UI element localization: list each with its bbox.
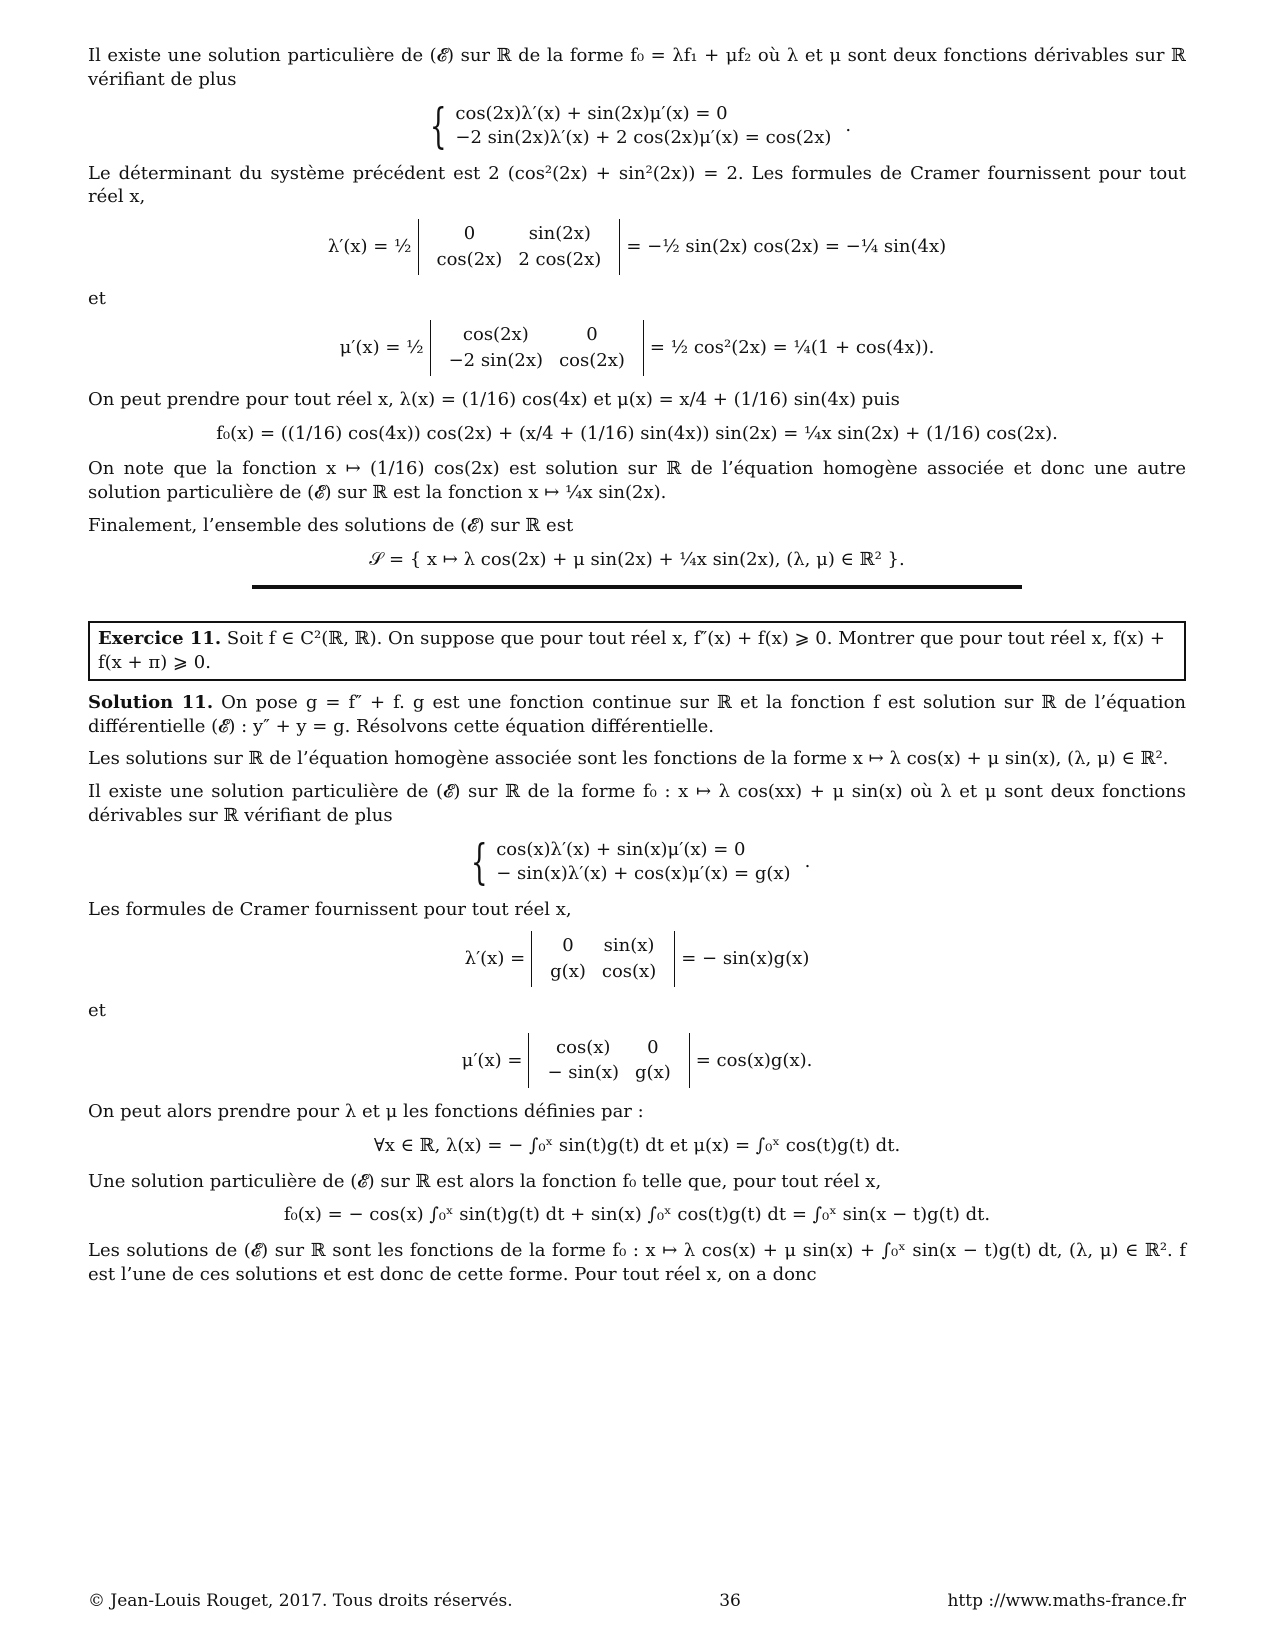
system-trailing-dot: . bbox=[804, 850, 811, 872]
paragraph: Les solutions de (𝓔) sur ℝ sont les fonctions de la forme f₀ : x ↦ λ cos(x) + μ sin(x) + ∫₀ˣ sin(x − t)g(t) dt, (λ, μ) ∈ ℝ². f est l’une de ces solutions et est donc de cette forme. Pour tout réel x, on a donc bbox=[88, 1240, 1186, 1285]
equation-rhs: = − sin(x)g(x) bbox=[681, 948, 810, 969]
matrix-cell: −2 sin(2x) bbox=[448, 350, 544, 371]
section-divider bbox=[252, 585, 1022, 589]
matrix-cell: 0 bbox=[586, 324, 598, 346]
matrix-cell: 0 bbox=[647, 1036, 659, 1058]
matrix-cell: cos(x) bbox=[556, 1036, 611, 1058]
solution-text: On pose g = f″ + f. g est une fonction continue sur ℝ et la fonction f est solution sur ℝ de l’équation différentielle (𝓔) : y″ + y = g. Résolvons cette équation différentielle. bbox=[88, 691, 1186, 737]
matrix-cell: − sin(x) bbox=[547, 1062, 620, 1084]
exercise-label: Exercice 11. bbox=[98, 628, 222, 650]
brace-symbol: { bbox=[470, 833, 488, 890]
paragraph: et bbox=[88, 999, 106, 1021]
paragraph: On note que la fonction x ↦ (1/16) cos(2x) est solution sur ℝ de l’équation homogène associée et donc une autre solution particulière de (𝓔) sur ℝ est la fonction x ↦ ¼x sin(2x). bbox=[88, 458, 1186, 503]
determinant-matrix bbox=[418, 219, 621, 275]
footer-page-number: 36 bbox=[719, 1591, 741, 1611]
equation-lhs: λ′(x) = ½ bbox=[327, 235, 412, 257]
determinant-matrix bbox=[430, 320, 644, 376]
system-line: cos(x)λ′(x) + sin(x)μ′(x) = 0 bbox=[496, 838, 746, 860]
matrix-cell: cos(2x) bbox=[559, 350, 625, 371]
determinant-equation bbox=[88, 1033, 1186, 1089]
paragraph: Le déterminant du système précédent est 2 (cos²(2x) + sin²(2x)) = 2. Les formules de Cramer fournissent pour tout réel x, bbox=[88, 162, 1186, 208]
matrix-cell: sin(2x) bbox=[528, 223, 591, 244]
document-page bbox=[88, 44, 1186, 1296]
determinant-equation bbox=[88, 320, 1186, 376]
system-line: −2 sin(2x)λ′(x) + 2 cos(2x)μ′(x) = cos(2x) bbox=[455, 126, 832, 148]
system-trailing-dot: . bbox=[845, 114, 852, 136]
matrix-cell: sin(x) bbox=[603, 935, 655, 957]
display-equation: ∀x ∈ ℝ, λ(x) = − ∫₀ˣ sin(t)g(t) dt et μ(x) = ∫₀ˣ cos(t)g(t) dt. bbox=[373, 1134, 901, 1156]
paragraph: On peut alors prendre pour λ et μ les fonctions définies par : bbox=[88, 1101, 644, 1122]
determinant-equation bbox=[88, 931, 1186, 987]
determinant-equation bbox=[88, 219, 1186, 275]
brace-symbol: { bbox=[429, 97, 447, 154]
matrix-cell: cos(2x) bbox=[436, 248, 503, 270]
determinant-matrix bbox=[528, 1033, 689, 1089]
paragraph: Il existe une solution particulière de (𝓔) sur ℝ de la forme f₀ = λf₁ + μf₂ où λ et μ sont deux fonctions dérivables sur ℝ vérifiant de plus bbox=[88, 45, 1186, 90]
equation-rhs: = −½ sin(2x) cos(2x) = −¼ sin(4x) bbox=[626, 235, 947, 257]
exercise-text: Soit f ∈ C²(ℝ, ℝ). On suppose que pour tout réel x, f″(x) + f(x) ⩾ 0. Montrer que pour tout réel x, f(x) + f(x + π) ⩾ 0. bbox=[98, 628, 1165, 673]
solution-label: Solution 11. bbox=[88, 691, 214, 713]
page-footer bbox=[88, 1590, 1186, 1612]
equation-system bbox=[88, 833, 1186, 890]
matrix-cell: g(x) bbox=[635, 1062, 671, 1084]
equation-system bbox=[88, 97, 1186, 154]
paragraph: Une solution particulière de (𝓔) sur ℝ est alors la fonction f₀ telle que, pour tout réel x, bbox=[88, 1170, 882, 1192]
paragraph: Finalement, l’ensemble des solutions de (𝓔) sur ℝ est bbox=[88, 514, 574, 536]
equation-rhs: = ½ cos²(2x) = ¼(1 + cos(4x)). bbox=[649, 337, 935, 358]
determinant-matrix bbox=[531, 931, 675, 987]
equation-lhs: λ′(x) = bbox=[464, 948, 526, 969]
matrix-cell: cos(2x) bbox=[462, 324, 529, 346]
paragraph: On peut prendre pour tout réel x, λ(x) = (1/16) cos(4x) et μ(x) = x/4 + (1/16) sin(4x) puis bbox=[88, 388, 900, 410]
footer-url[interactable]: http ://www.maths-france.fr bbox=[947, 1591, 1186, 1611]
footer-copyright: © Jean-Louis Rouget, 2017. Tous droits réservés. bbox=[88, 1591, 513, 1611]
paragraph: Les formules de Cramer fournissent pour tout réel x, bbox=[88, 898, 572, 920]
paragraph: Les solutions sur ℝ de l’équation homogène associée sont les fonctions de la forme x ↦ λ cos(x) + μ sin(x), (λ, μ) ∈ ℝ². bbox=[88, 748, 1169, 770]
matrix-cell: g(x) bbox=[550, 961, 586, 982]
system-line: cos(2x)λ′(x) + sin(2x)μ′(x) = 0 bbox=[455, 102, 728, 124]
system-line: − sin(x)λ′(x) + cos(x)μ′(x) = g(x) bbox=[496, 862, 791, 884]
equation-lhs: μ′(x) = bbox=[461, 1049, 523, 1071]
display-equation: f₀(x) = − cos(x) ∫₀ˣ sin(t)g(t) dt + sin(x) ∫₀ˣ cos(t)g(t) dt = ∫₀ˣ sin(x − t)g(t) dt. bbox=[283, 1204, 991, 1226]
display-equation: 𝒮 = { x ↦ λ cos(2x) + μ sin(2x) + ¼x sin(2x), (λ, μ) ∈ ℝ² }. bbox=[369, 548, 905, 570]
paragraph: et bbox=[88, 287, 106, 309]
paragraph: Il existe une solution particulière de (𝓔) sur ℝ de la forme f₀ : x ↦ λ cos(xx) + μ sin(x) où λ et μ sont deux fonctions dérivables sur ℝ vérifiant de plus bbox=[88, 781, 1186, 826]
equation-lhs: μ′(x) = ½ bbox=[339, 337, 424, 358]
exercise-statement bbox=[88, 621, 1186, 681]
display-equation: f₀(x) = ((1/16) cos(4x)) cos(2x) + (x/4 + (1/16) sin(4x)) sin(2x) = ¼x sin(2x) + (1/16) cos(2x). bbox=[216, 422, 1058, 444]
solution-paragraph bbox=[88, 691, 1186, 739]
matrix-cell: 0 bbox=[463, 223, 476, 244]
matrix-cell: cos(x) bbox=[601, 961, 657, 982]
matrix-cell: 0 bbox=[562, 935, 574, 957]
matrix-cell: 2 cos(2x) bbox=[518, 248, 602, 270]
equation-rhs: = cos(x)g(x). bbox=[695, 1049, 813, 1071]
